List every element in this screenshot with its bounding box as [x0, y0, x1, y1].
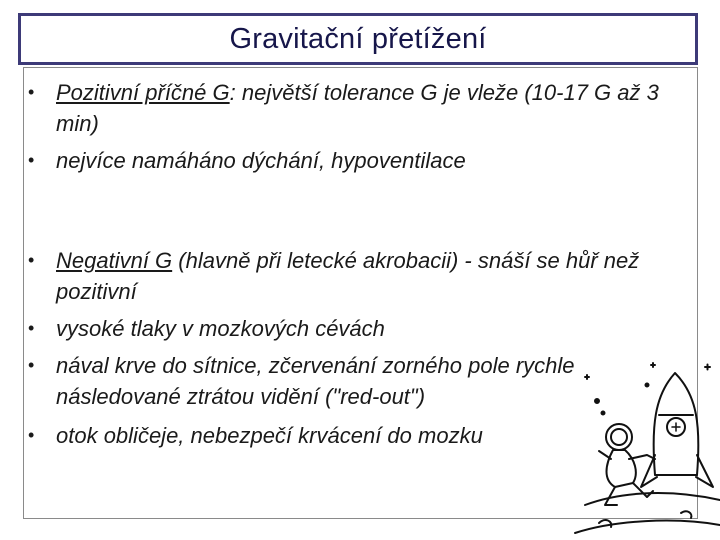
bullet-text: [28, 313, 668, 344]
bullet-item: [28, 77, 668, 139]
bullet-dot: •: [28, 82, 35, 102]
bullet-text: [28, 145, 668, 176]
bullet-rest: otok obličeje, nebezpečí krvácení do mozku: [56, 423, 483, 448]
slide-title: Gravitační přetížení: [229, 22, 487, 55]
bullet-item: [28, 145, 668, 176]
bullet-dot: •: [28, 150, 35, 170]
bullet-rest: nával krve do sítnice, zčervenání zorného pole rychle následované ztrátou vidění ("red-out"): [56, 353, 575, 409]
bullet-dot: •: [28, 318, 35, 338]
bullet-lead: Negativní G: [56, 248, 173, 273]
bullet-dot: •: [28, 355, 35, 375]
astronaut-rocket-illustration-icon: [555, 355, 720, 540]
bullet-item: [28, 245, 668, 307]
bullet-rest: (hlavně při letecké akrobacii) - snáší se hůř než pozitivní: [56, 248, 640, 304]
bullet-rest: nejvíce namáháno dýchání, hypoventilace: [56, 148, 466, 173]
bullet-rest: : největší tolerance G je vleže (10-17 G až 3 min): [56, 80, 659, 136]
bullet-dot: •: [28, 250, 35, 270]
bullet-text: [28, 77, 668, 139]
bullet-lead: Pozitivní příčné G: [56, 80, 230, 105]
bullet-rest: vysoké tlaky v mozkových cévách: [56, 316, 385, 341]
bullet-item: [28, 313, 668, 344]
bullet-dot: •: [28, 425, 35, 445]
bullet-text: [28, 245, 668, 307]
slide-title-frame: [18, 13, 698, 65]
